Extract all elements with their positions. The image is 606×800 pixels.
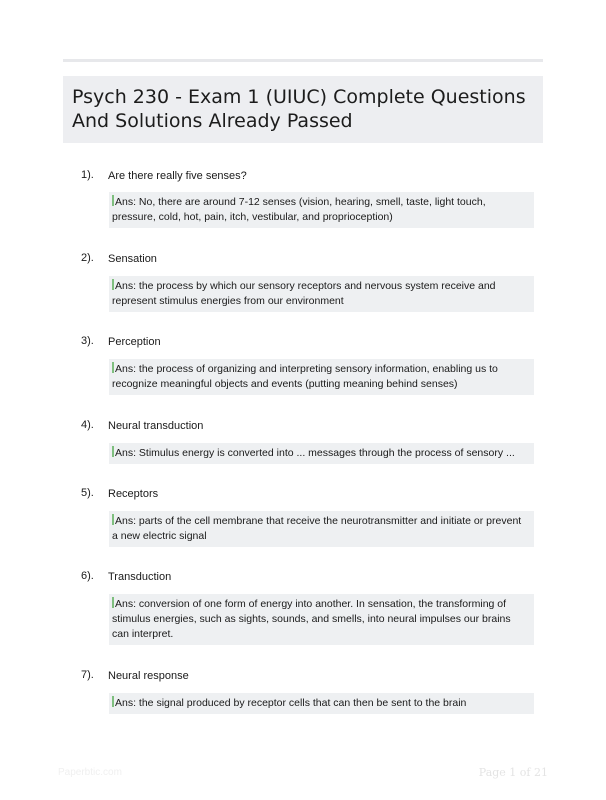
question-number: 7).: [81, 669, 94, 681]
answer-box: [109, 276, 534, 312]
answer-text: Ans: the process of organizing and interpreting sensory information, enabling us to recognize meaningful objects and events (putting meaning behind senses): [112, 363, 498, 390]
answer-box: [109, 511, 534, 547]
answer-marker: [112, 696, 114, 707]
question-text: Transduction: [108, 571, 172, 583]
answer-marker: [112, 195, 114, 206]
question-number: 6).: [81, 570, 94, 582]
footer-site-watermark: Paperbtic.com: [58, 767, 122, 778]
question-text: Perception: [108, 336, 161, 348]
answer-text: Ans: the signal produced by receptor cells that can then be sent to the brain: [115, 697, 467, 709]
question-text: Are there really five senses?: [108, 170, 247, 182]
answer-marker: [112, 279, 114, 290]
answer-text: Ans: parts of the cell membrane that receive the neurotransmitter and initiate or prevent a new electric signal: [112, 515, 522, 542]
answer-box: [109, 594, 534, 645]
answer-text: Ans: the process by which our sensory receptors and nervous system receive and represent stimulus energies from our environment: [112, 280, 496, 307]
answer-marker: [112, 362, 114, 373]
answer-text: Ans: No, there are around 7-12 senses (vision, hearing, smell, taste, light touch, pressure, cold, hot, pain, itch, vestibular, and proprioception): [112, 196, 486, 223]
answer-marker: [112, 597, 114, 608]
question-number: 4).: [81, 419, 94, 431]
question-text: Receptors: [108, 488, 159, 500]
question-number: 3).: [81, 335, 94, 347]
answer-text: Ans: Stimulus energy is converted into ... messages through the process of sensory ...: [115, 447, 515, 459]
answer-marker: [112, 514, 114, 525]
answer-box: [109, 443, 534, 464]
question-text: Neural transduction: [108, 420, 204, 432]
question-number: 1).: [81, 169, 94, 181]
document-title: Psych 230 - Exam 1 (UIUC) Complete Questions And Solutions Already Passed: [72, 86, 526, 132]
question-text: Sensation: [108, 253, 157, 265]
footer-page-number: Page 1 of 21: [478, 766, 548, 779]
question-number: 5).: [81, 487, 94, 499]
answer-box: [109, 359, 534, 395]
answer-marker: [112, 446, 114, 457]
question-number: 2).: [81, 252, 94, 264]
answer-text: Ans: conversion of one form of energy into another. In sensation, the transforming of stimulus energies, such as sights, sounds, and smells, into neural impulses our brains can interpret.: [112, 598, 511, 640]
title-banner: [63, 76, 543, 143]
answer-box: [109, 693, 534, 714]
answer-box: [109, 192, 534, 228]
top-divider: [63, 59, 543, 62]
question-text: Neural response: [108, 670, 189, 682]
